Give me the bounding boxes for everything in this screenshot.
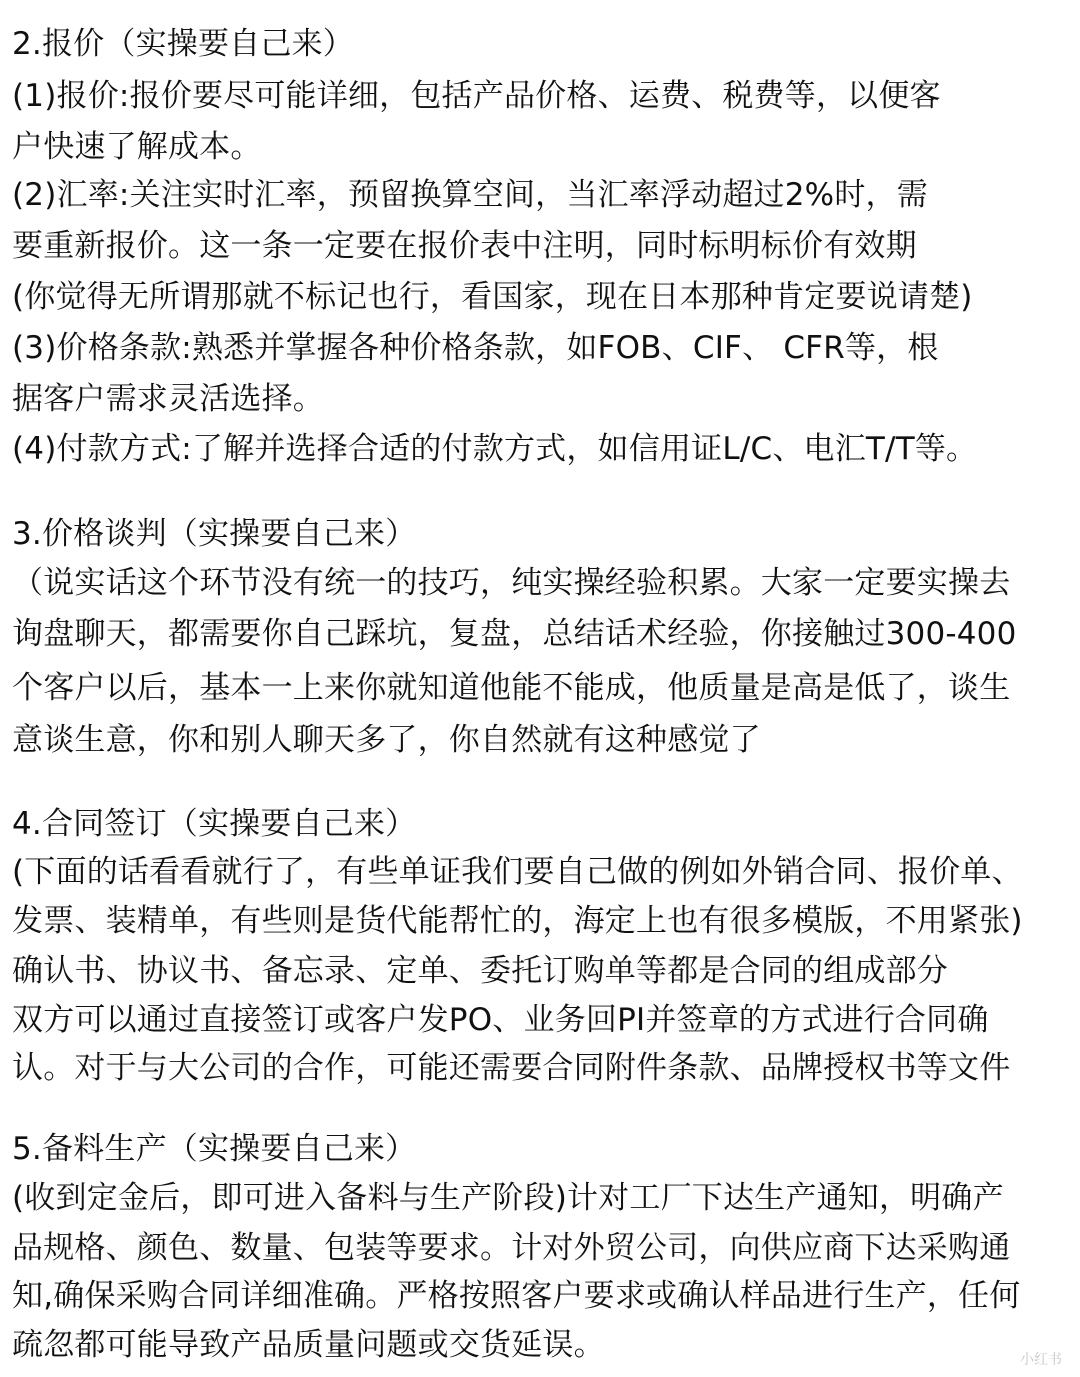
section-5-line: 疏忽都可能导致产品质量问题或交货延误。 — [12, 1327, 605, 1363]
section-4-line: 确认书、协议书、备忘录、定单、委托订购单等都是合同的组成部分 — [12, 953, 948, 989]
section-5-line: (收到定金后，即可进入备料与生产阶段)计对工厂下达生产通知，明确产 — [12, 1180, 1004, 1216]
section-4-line: (下面的话看看就行了，有些单证我们要自己做的例如外销合同、报价单、 — [12, 854, 1023, 890]
section-2-line: 要重新报价。这一条一定要在报价表中注明，同时标明标价有效期 — [12, 228, 917, 264]
section-3-line: 意谈生意，你和别人聊天多了，你自然就有这种感觉了 — [12, 722, 761, 758]
section-4-line: 认。对于与大公司的合作，可能还需要合同附件条款、品牌授权书等文件 — [12, 1050, 1011, 1086]
section-3-line: （说实话这个环节没有统一的技巧，纯实操经验积累。大家一定要实操去 — [12, 565, 1011, 601]
section-5-heading: 5.备料生产（实操要自己来） — [12, 1131, 417, 1167]
section-2-line: 户快速了解成本。 — [12, 129, 262, 165]
section-4-line: 双方可以通过直接签订或客户发PO、业务回PI并签章的方式进行合同确 — [12, 1002, 989, 1038]
section-4-line: 发票、装精单，有些则是货代能帮忙的，海定上也有很多模版，不用紧张) — [12, 903, 1023, 939]
section-2-line: (1)报价:报价要尽可能详细，包括产品价格、运费、税费等，以便客 — [12, 78, 941, 114]
section-2-line: (2)汇率:关注实时汇率，预留换算空间，当汇率浮动超过2%时，需 — [12, 177, 928, 213]
section-3-heading: 3.价格谈判（实操要自己来） — [12, 516, 417, 552]
section-2-line: (你觉得无所谓那就不标记也行，看国家，现在日本那种肯定要说请楚) — [12, 279, 973, 315]
section-2-heading: 2.报价（实操要自己来） — [12, 26, 354, 62]
section-4-heading: 4.合同签订（实操要自己来） — [12, 806, 417, 842]
section-3-line: 询盘聊天，都需要你自己踩坑，复盘，总结话术经验，你接触过300-400 — [12, 616, 1017, 652]
section-5-line: 知,确保采购合同详细准确。严格按照客户要求或确认样品进行生产，任何 — [12, 1278, 1021, 1314]
section-2-line: 据客户需求灵活选择。 — [12, 381, 324, 417]
section-3-line: 个客户以后，基本一上来你就知道他能不能成，他质量是高是低了，谈生 — [12, 670, 1011, 706]
section-5-line: 品规格、颜色、数量、包装等要求。计对外贸公司，向供应商下达采购通 — [12, 1230, 1011, 1266]
section-2-line: (4)付款方式:了解并选择合适的付款方式，如信用证L/C、电汇T/T等。 — [12, 431, 978, 467]
section-2-line: (3)价格条款:熟悉并掌握各种价格条款，如FOB、CIF、 CFR等，根 — [12, 330, 939, 366]
watermark-logo: 小红书 — [1020, 1352, 1062, 1368]
